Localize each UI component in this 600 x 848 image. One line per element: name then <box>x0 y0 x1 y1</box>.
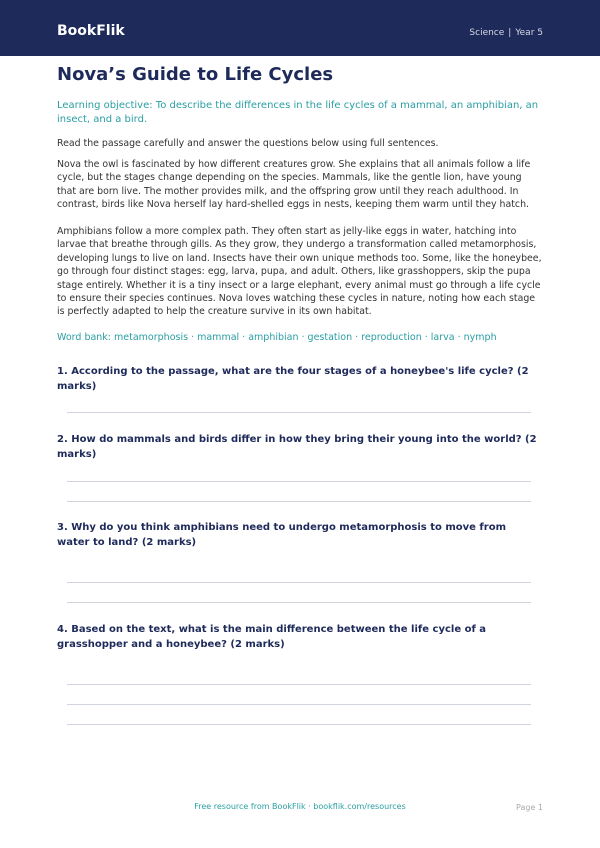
answer-line[interactable] <box>67 724 531 725</box>
header-separator: | <box>508 28 512 38</box>
answer-line[interactable] <box>67 582 531 583</box>
question-4: 4. Based on the text, what is the main difference between the life cycle of a grasshopper and a honeybee? (2 marks) <box>57 624 487 650</box>
page-title: Nova’s Guide to Life Cycles <box>57 64 334 85</box>
answer-line[interactable] <box>67 602 531 603</box>
header-meta <box>469 28 543 38</box>
page-number: Page 1 <box>516 803 543 812</box>
year-label: Year 5 <box>515 28 543 38</box>
footer-resource-link[interactable]: Free resource from BookFlik · bookflik.com/resources <box>194 802 406 811</box>
instructions: Read the passage carefully and answer the questions below using full sentences. <box>57 138 439 149</box>
answer-line[interactable] <box>67 501 531 502</box>
answer-line[interactable] <box>67 684 531 685</box>
brand-logo[interactable]: BookFlik <box>57 23 125 39</box>
word-bank: Word bank: metamorphosis · mammal · amphibian · gestation · reproduction · larva · nymph <box>57 332 497 343</box>
answer-line[interactable] <box>67 481 531 482</box>
learning-objective: Learning objective: To describe the differences in the life cycles of a mammal, an amphibian, an insect, and a bird. <box>57 100 539 125</box>
answer-line[interactable] <box>67 704 531 705</box>
question-2: 2. How do mammals and birds differ in how they bring their young into the world? (2 marks) <box>57 434 537 460</box>
header-bar <box>0 0 600 56</box>
answer-line[interactable] <box>67 412 531 413</box>
question-3: 3. Why do you think amphibians need to undergo metamorphosis to move from water to land? (2 marks) <box>57 522 506 548</box>
passage-paragraph-1: Nova the owl is fascinated by how different creatures grow. She explains that all animals follow a life cycle, but the stages change depending on the species. Mammals, like the gentle lion, have young that are born live. The mother provides milk, and the offspring grow until they reach adulthood. In contrast, birds like Nova herself lay hard-shelled eggs in nests, keeping them warm until they hatch. <box>57 159 531 211</box>
subject-label: Science <box>469 28 505 38</box>
passage-paragraph-2: Amphibians follow a more complex path. They often start as jelly-like eggs in water, hatching into larvae that breathe through gills. As they grow, they undergo a transformation called metamorphosis, developing lungs to live on land. Insects have their own unique methods too. Some, like the honeybee, go through four distinct stages: egg, larva, pupa, and adult. Others, like grasshoppers, skip the pupa stage entirely. Whether it is a tiny insect or a large elephant, every animal must go through a life cycle to ensure their species continues. Nova loves watching these cycles in nature, noting how each stage is perfectly adapted to help the creature survive in its own habitat. <box>57 226 542 318</box>
question-1: 1. According to the passage, what are the four stages of a honeybee's life cycle? (2 marks) <box>57 366 529 392</box>
